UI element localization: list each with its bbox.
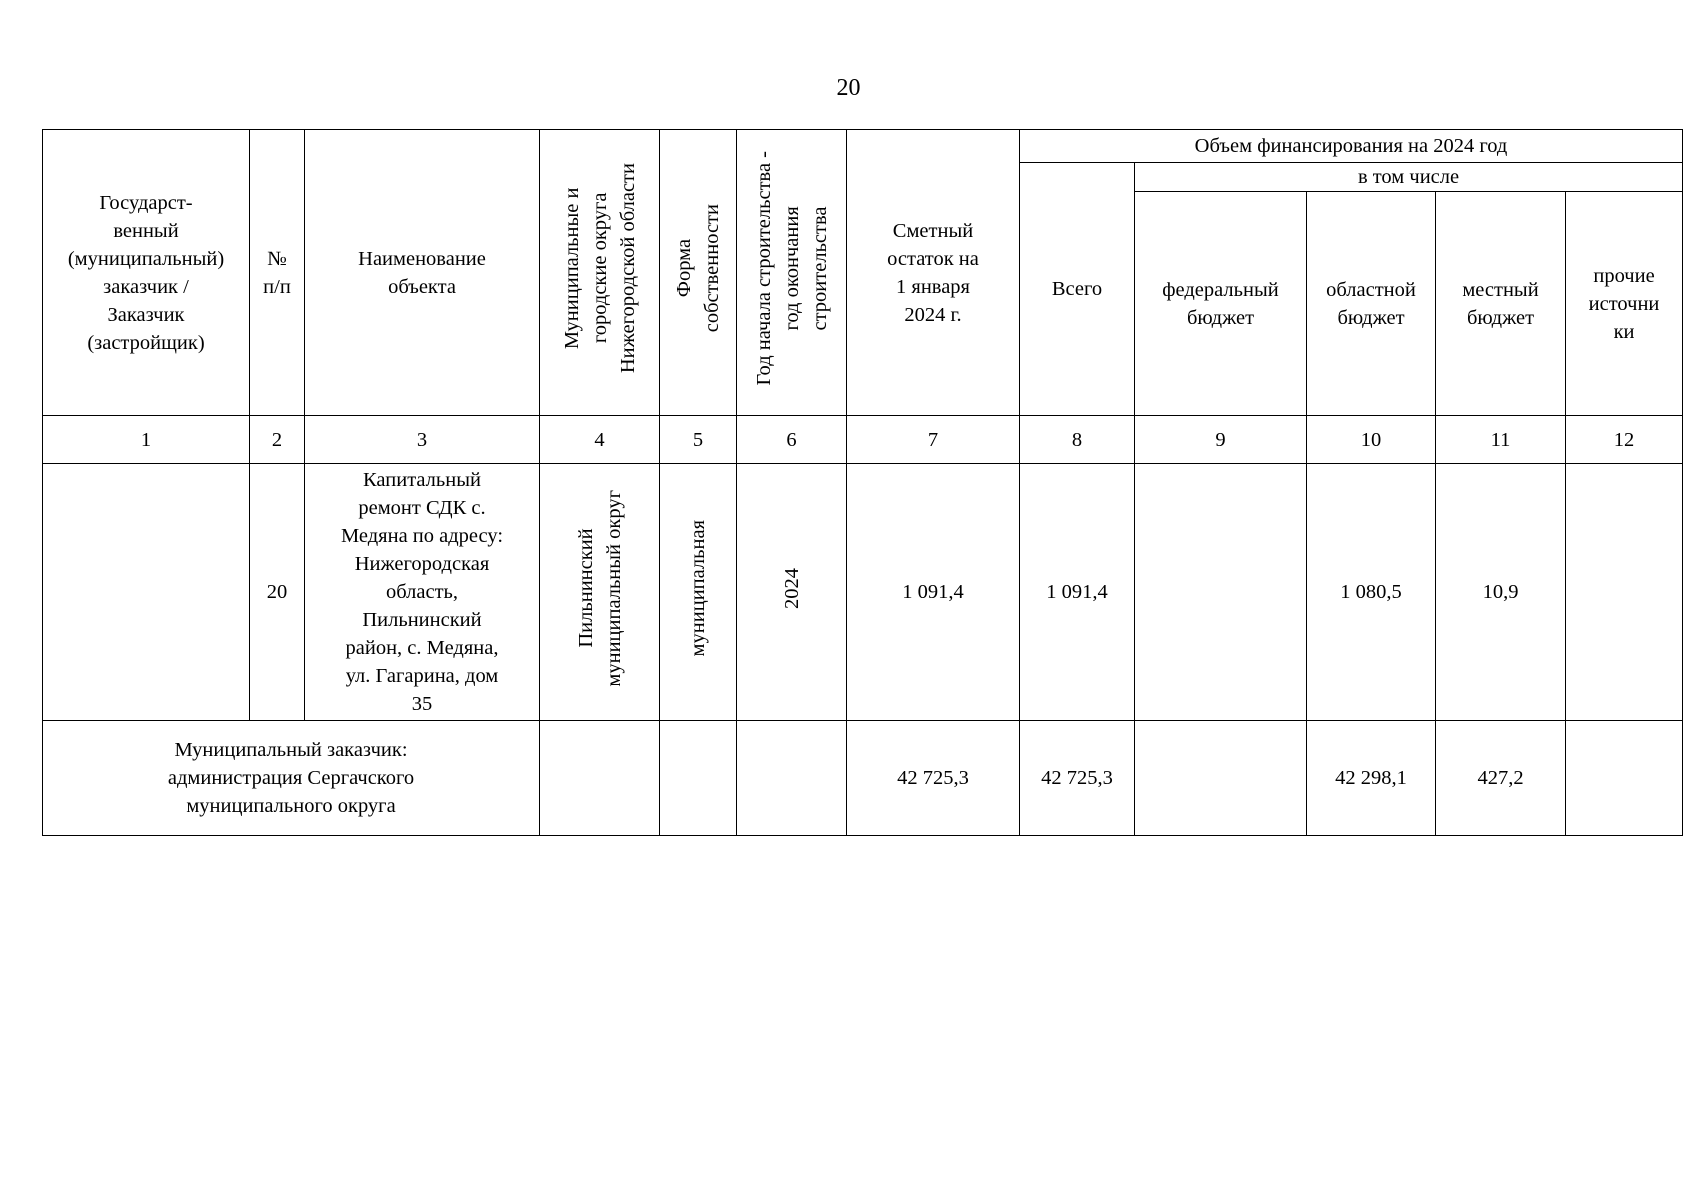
summary-estimate: 42 725,3 — [847, 721, 1020, 836]
summary-total: 42 725,3 — [1020, 721, 1135, 836]
column-number: 9 — [1135, 416, 1307, 464]
column-number: 4 — [540, 416, 660, 464]
header-regional: областной бюджет — [1307, 192, 1436, 416]
header-ownership: Форма собственности — [660, 130, 737, 416]
column-number: 11 — [1436, 416, 1566, 464]
row-municipality: Пильнинский муниципальный округ — [540, 464, 660, 721]
row-regional: 1 080,5 — [1307, 464, 1436, 721]
column-number: 6 — [737, 416, 847, 464]
header-local: местный бюджет — [1436, 192, 1566, 416]
header-other: прочие источни ки — [1566, 192, 1683, 416]
column-number: 2 — [250, 416, 305, 464]
row-customer — [43, 464, 250, 721]
summary-ownership — [660, 721, 737, 836]
header-object-name: Наименование объекта — [305, 130, 540, 416]
summary-year — [737, 721, 847, 836]
summary-regional: 42 298,1 — [1307, 721, 1436, 836]
column-number: 7 — [847, 416, 1020, 464]
column-number: 12 — [1566, 416, 1683, 464]
header-total: Всего — [1020, 163, 1135, 416]
row-number: 20 — [250, 464, 305, 721]
column-number-row — [43, 416, 1683, 464]
column-number: 10 — [1307, 416, 1436, 464]
header-municipalities: Муниципальные и городские округа Нижегородской области — [540, 130, 660, 416]
page-number: 20 — [836, 75, 861, 101]
summary-federal — [1135, 721, 1307, 836]
row-local: 10,9 — [1436, 464, 1566, 721]
header-funding-title: Объем финансирования на 2024 год — [1020, 130, 1683, 163]
summary-municipality — [540, 721, 660, 836]
table-row — [43, 464, 1683, 721]
summary-label: Муниципальный заказчик: администрация Сергачского муниципального округа — [43, 721, 540, 836]
header-federal: федеральный бюджет — [1135, 192, 1307, 416]
column-number: 5 — [660, 416, 737, 464]
header-estimate: Сметный остаток на 1 января 2024 г. — [847, 130, 1020, 416]
row-other — [1566, 464, 1683, 721]
row-total: 1 091,4 — [1020, 464, 1135, 721]
header-years: Год начала строительства - год окончания строительства — [737, 130, 847, 416]
header-including: в том числе — [1135, 163, 1683, 192]
header-number: № п/п — [250, 130, 305, 416]
column-number: 1 — [43, 416, 250, 464]
row-year: 2024 — [737, 464, 847, 721]
summary-row — [43, 721, 1683, 836]
summary-other — [1566, 721, 1683, 836]
row-object-name: Капитальный ремонт СДК с. Медяна по адресу: Нижегородская область, Пильнинский район, с. Медяна, ул. Гагарина, дом 35 — [305, 464, 540, 721]
row-estimate: 1 091,4 — [847, 464, 1020, 721]
row-ownership: муниципальная — [660, 464, 737, 721]
header-customer: Государст- венный (муниципальный) заказчик / Заказчик (застройщик) — [43, 130, 250, 416]
financing-table — [42, 129, 1683, 836]
column-number: 3 — [305, 416, 540, 464]
column-number: 8 — [1020, 416, 1135, 464]
summary-local: 427,2 — [1436, 721, 1566, 836]
row-federal — [1135, 464, 1307, 721]
